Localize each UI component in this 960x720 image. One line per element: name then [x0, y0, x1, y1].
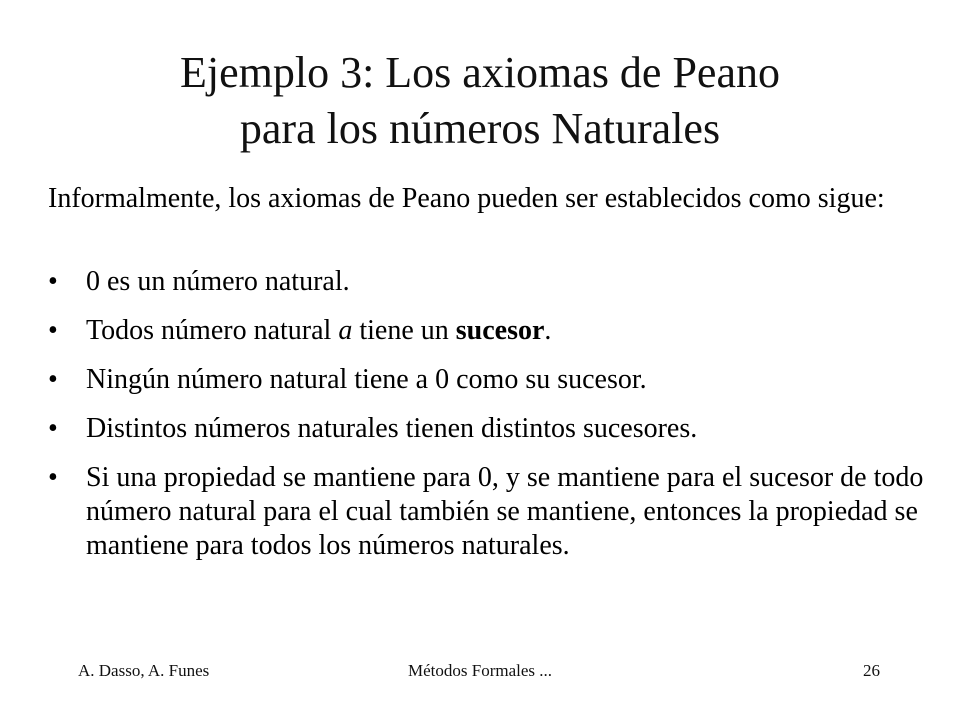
page-number: 26	[863, 661, 880, 680]
bullet-icon: •	[48, 413, 58, 444]
bullet-icon: •	[48, 266, 58, 297]
axiom-text: Distintos números naturales tienen distintos sucesores.	[86, 413, 698, 444]
list-item	[48, 461, 928, 563]
footer-authors: A. Dasso, A. Funes	[78, 661, 210, 680]
list-item	[48, 265, 928, 299]
axiom-list	[48, 265, 928, 578]
title-line-2: para los números Naturales	[239, 104, 721, 153]
axiom-text-part: .	[544, 315, 552, 346]
bullet-icon: •	[48, 364, 58, 395]
variable-a: a	[338, 315, 353, 346]
slide-title	[0, 45, 960, 157]
bullet-icon: •	[48, 315, 58, 346]
title-line-1: Ejemplo 3: Los axiomas de Peano	[180, 48, 780, 97]
bullet-icon: •	[48, 462, 58, 493]
term-sucesor: sucesor	[455, 315, 545, 346]
intro-paragraph: Informalmente, los axiomas de Peano pueden ser establecidos como sigue:	[48, 183, 885, 214]
axiom-text: 0 es un número natural.	[86, 266, 350, 297]
footer-course: Métodos Formales ...	[407, 661, 553, 680]
axiom-text: Si una propiedad se mantiene para 0, y se mantiene para el sucesor de todo número natural para el cual también se mantiene, entonces la propiedad se mantiene para todos los números naturales.	[86, 462, 924, 561]
list-item	[48, 314, 928, 348]
list-item	[48, 363, 928, 397]
axiom-text-part: Todos número natural	[86, 315, 339, 346]
axiom-text-part: tiene un	[352, 315, 456, 346]
axiom-text: Ningún número natural tiene a 0 como su sucesor.	[86, 364, 647, 395]
list-item	[48, 412, 928, 446]
